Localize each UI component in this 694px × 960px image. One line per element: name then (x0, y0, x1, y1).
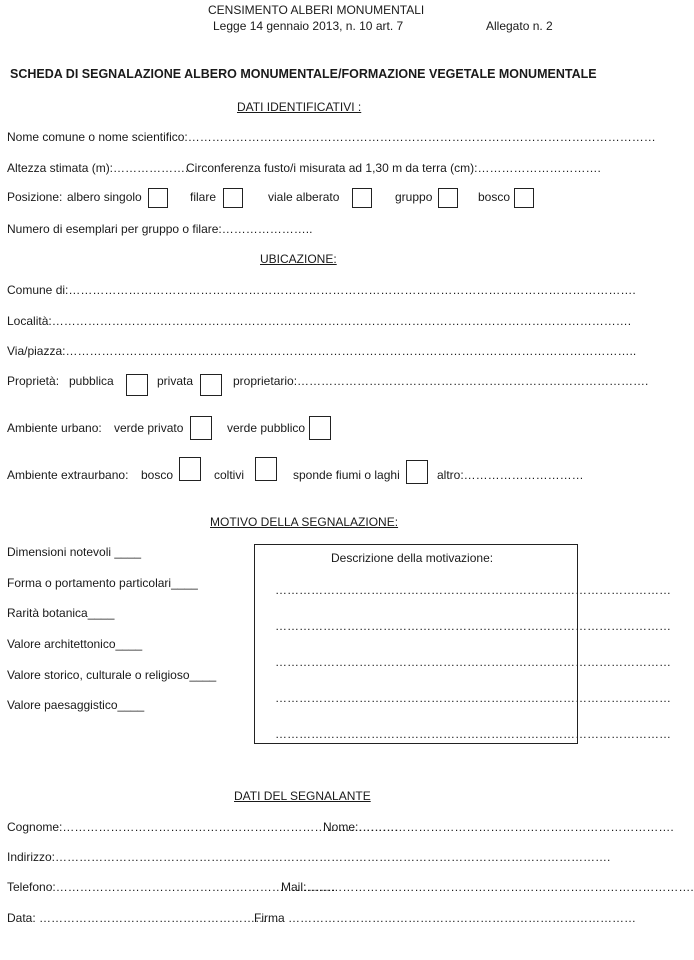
posizione-albero-singolo-label: albero singolo (67, 190, 142, 204)
descrizione-line-1[interactable]: ……………………………………………………………………………………… (275, 583, 671, 597)
form-title: SCHEDA DI SEGNALAZIONE ALBERO MONUMENTALE/FORMAZIONE VEGETALE MONUMENTALE (10, 67, 597, 81)
descrizione-title: Descrizione della motivazione: (331, 551, 494, 565)
posizione-filare-checkbox[interactable] (223, 188, 243, 208)
field-firma[interactable]: Firma …………………………………………………………………………… (254, 911, 636, 925)
ambiente-urbano-label: Ambiente urbano: (7, 421, 102, 435)
field-numero-esemplari[interactable]: Numero di esemplari per gruppo o filare:………………….. (7, 222, 313, 236)
field-circonferenza[interactable]: Circonferenza fusto/i misurata ad 1,30 m da terra (cm):…………………………. (186, 161, 601, 175)
proprieta-privata-checkbox[interactable] (200, 374, 222, 396)
field-data[interactable]: Data: …………………………………………………… (7, 911, 280, 925)
motivo-architettonico[interactable]: Valore architettonico____ (7, 637, 143, 651)
ambiente-extraurbano-label: Ambiente extraurbano: (7, 468, 129, 482)
extraurbano-bosco-checkbox[interactable] (179, 457, 201, 481)
motivo-rarita[interactable]: Rarità botanica____ (7, 606, 115, 620)
posizione-label: Posizione: (7, 190, 63, 204)
section-heading-segnalante: DATI DEL SEGNALANTE (234, 789, 371, 803)
posizione-gruppo-checkbox[interactable] (438, 188, 458, 208)
extraurbano-sponde-checkbox[interactable] (406, 460, 428, 484)
verde-pubblico-label: verde pubblico (227, 421, 306, 435)
descrizione-line-5[interactable]: ……………………………………………………………………………………… (275, 727, 671, 741)
motivo-storico[interactable]: Valore storico, culturale o religioso____ (7, 668, 217, 682)
field-nome-comune[interactable]: Nome comune o nome scientifico:……………………………………………………………………………………………………… (7, 130, 656, 144)
posizione-viale-label: viale alberato (268, 190, 340, 204)
field-localita[interactable]: Località:………………………………………………………………………………………………………………………………. (7, 314, 632, 328)
field-proprietario[interactable]: proprietario:……………………………………………………………………………. (233, 374, 649, 388)
posizione-bosco-checkbox[interactable] (514, 188, 534, 208)
field-telefono[interactable]: Telefono:……………………………………………………………. (7, 880, 336, 894)
proprieta-label: Proprietà: (7, 374, 60, 388)
descrizione-line-2[interactable]: ……………………………………………………………………………………… (275, 619, 671, 633)
proprieta-pubblica-checkbox[interactable] (126, 374, 148, 396)
section-heading-dati: DATI IDENTIFICATIVI : (237, 100, 362, 114)
posizione-albero-singolo-checkbox[interactable] (148, 188, 168, 208)
header-law: Legge 14 gennaio 2013, n. 10 art. 7 (213, 19, 404, 33)
field-altro[interactable]: altro:………………………… (437, 468, 584, 482)
descrizione-line-3[interactable]: ……………………………………………………………………………………… (275, 655, 671, 669)
field-via[interactable]: Via/piazza:…………………………………………………………………………………………………………………………….. (7, 344, 637, 358)
field-indirizzo[interactable]: Indirizzo:…………………………………………………………………………………………………………………………. (7, 850, 611, 864)
posizione-bosco-label: bosco (478, 190, 511, 204)
field-mail[interactable]: Mail:……………………………………………………………………………………. (281, 880, 694, 894)
header-allegato: Allegato n. 2 (486, 19, 553, 33)
extraurbano-bosco-label: bosco (141, 468, 174, 482)
proprieta-privata-label: privata (157, 374, 194, 388)
posizione-filare-label: filare (190, 190, 217, 204)
field-comune[interactable]: Comune di:……………………………………………………………………………………………………………………………. (7, 283, 636, 297)
extraurbano-sponde-label: sponde fiumi o laghi (293, 468, 400, 482)
field-altezza[interactable]: Altezza stimata (m):………………. (7, 161, 189, 175)
field-nome[interactable]: Nome:……………………………………………………………………. (323, 820, 674, 834)
descrizione-line-4[interactable]: ……………………………………………………………………………………… (275, 691, 671, 705)
motivo-paesaggistico[interactable]: Valore paesaggistico____ (7, 698, 145, 712)
section-heading-motivo: MOTIVO DELLA SEGNALAZIONE: (210, 515, 399, 529)
posizione-viale-checkbox[interactable] (352, 188, 372, 208)
descrizione-box[interactable] (254, 544, 671, 744)
motivo-forma[interactable]: Forma o portamento particolari____ (7, 576, 198, 590)
verde-privato-label: verde privato (114, 421, 184, 435)
section-heading-ubicazione: UBICAZIONE: (260, 252, 337, 266)
header-title: CENSIMENTO ALBERI MONUMENTALI (208, 3, 425, 17)
extraurbano-coltivi-label: coltivi (214, 468, 245, 482)
motivo-dimensioni[interactable]: Dimensioni notevoli ____ (7, 545, 142, 559)
verde-privato-checkbox[interactable] (190, 416, 212, 440)
field-cognome[interactable]: Cognome:………………………………………………………………………… (7, 820, 399, 834)
proprieta-pubblica-label: pubblica (69, 374, 114, 388)
posizione-gruppo-label: gruppo (395, 190, 433, 204)
extraurbano-coltivi-checkbox[interactable] (255, 457, 277, 481)
verde-pubblico-checkbox[interactable] (309, 416, 331, 440)
